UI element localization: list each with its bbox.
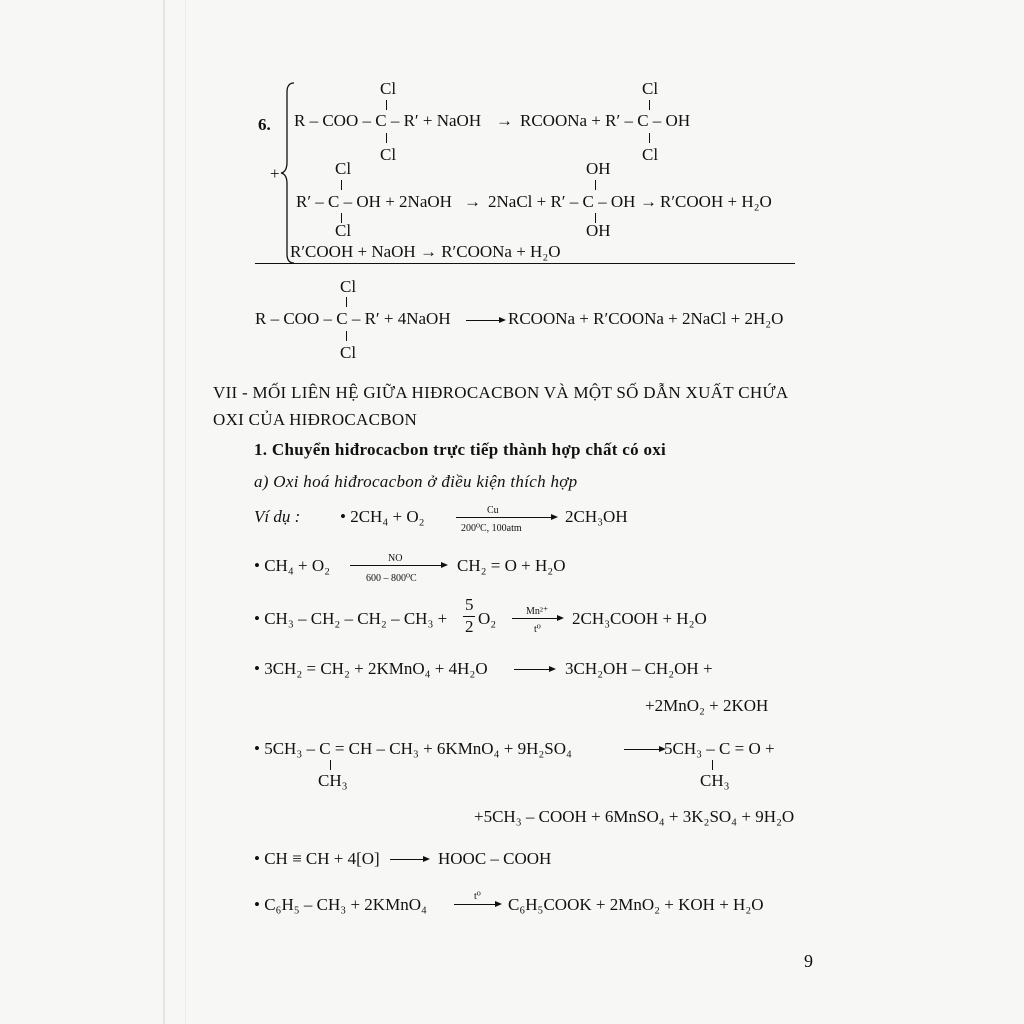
page-fold-shadow	[163, 0, 165, 1024]
sum-left: R – COO – C – R′ + 4NaOH	[255, 309, 451, 328]
r2-arrow	[350, 565, 446, 566]
r5-right: 5CH₃ – C = O +	[664, 739, 775, 758]
example-label: Ví dụ :	[254, 507, 301, 526]
r7-condition: t⁰	[474, 891, 481, 902]
eq1-bond-bottom	[386, 133, 387, 143]
r3-left: • CH₃ – CH₂ – CH₂ – CH₃ +	[254, 609, 448, 628]
eq2-right-bond-top	[595, 180, 596, 190]
eq1-arrow: →	[496, 111, 513, 130]
eq1-cl-top: Cl	[380, 79, 397, 98]
r5-right-bond	[712, 760, 713, 770]
eq1-right: RCOONa + R′ – C – OH	[520, 111, 691, 130]
r3-o2: O₂	[478, 609, 497, 628]
eq2-arrow2: →	[640, 192, 657, 211]
sum-cl-bottom: Cl	[340, 343, 357, 362]
r2-left: • CH₄ + O₂	[254, 556, 331, 575]
eq2-left: R′ – C – OH + 2NaOH	[296, 192, 452, 211]
eq1-right-cl-bottom: Cl	[642, 145, 659, 164]
eq2-arrow: →	[464, 192, 481, 211]
r1-condition: 200⁰C, 100atm	[461, 523, 522, 534]
r6-left: • CH ≡ CH + 4[O]	[254, 849, 380, 868]
r3-right: 2CH₃COOH + H₂O	[572, 609, 707, 628]
subsection-a: a) Oxi hoá hiđrocacbon ở điều kiện thích hợp	[254, 472, 578, 491]
subsection-title: 1. Chuyển hiđrocacbon trực tiếp thành hợp chất có oxi	[254, 440, 667, 459]
r4-continuation: +2MnO₂ + 2KOH	[645, 696, 769, 715]
r2-catalyst: NO	[388, 553, 403, 564]
sum-rule	[255, 263, 795, 264]
eq2-tail: R′COOH + H₂O	[660, 192, 772, 211]
sum-bond-top	[346, 297, 347, 307]
r4-left: • 3CH₂ = CH₂ + 2KMnO₄ + 4H₂O	[254, 659, 488, 678]
plus-sign: +	[270, 164, 280, 183]
curly-brace-icon	[280, 82, 296, 264]
r1-arrow	[456, 517, 556, 518]
eq1-right-bond-bottom	[649, 133, 650, 143]
r4-right: 3CH₂OH – CH₂OH +	[565, 659, 713, 678]
eq2-oh-bottom: OH	[586, 221, 611, 240]
r3-frac-num: 5	[465, 595, 474, 614]
eq2-oh-top: OH	[586, 159, 611, 178]
r5-left-ch3: CH₃	[318, 771, 348, 790]
eq1-bond-top	[386, 100, 387, 110]
r4-arrow	[514, 669, 554, 670]
eq1-cl-bottom: Cl	[380, 145, 397, 164]
r5-left: • 5CH₃ – C = CH – CH₃ + 6KMnO₄ + 9H₂SO₄	[254, 739, 572, 758]
sum-right: RCOONa + R′COONa + 2NaCl + 2H₂O	[508, 309, 784, 328]
r3-condition: t⁰	[534, 624, 541, 635]
r5-arrow	[624, 749, 664, 750]
r6-arrow	[390, 859, 428, 860]
eq1-right-bond-top	[649, 100, 650, 110]
eq2-right: 2NaCl + R′ – C – OH	[488, 192, 636, 211]
sum-cl-top: Cl	[340, 277, 357, 296]
r7-left: • C₆H₅ – CH₃ + 2KMnO₄	[254, 895, 427, 914]
eq2-cl-top: Cl	[335, 159, 352, 178]
item-number: 6.	[258, 115, 271, 134]
r1-right: 2CH₃OH	[565, 507, 628, 526]
eq1-left: R – COO – C – R′ + NaOH	[294, 111, 482, 130]
eq2-bond-top	[341, 180, 342, 190]
eq1-right-cl-top: Cl	[642, 79, 659, 98]
page-number: 9	[804, 951, 813, 971]
r2-condition: 600 – 800⁰C	[366, 573, 417, 584]
r5-right-ch3: CH₃	[700, 771, 730, 790]
section-title-line1: VII - MỐI LIÊN HỆ GIỮA HIĐROCACBON VÀ MỘT SỐ DẪN XUẤT CHỨA	[213, 383, 789, 402]
sum-arrow	[466, 320, 504, 321]
r5-left-bond	[330, 760, 331, 770]
r3-catalyst: Mn²⁺	[526, 606, 549, 617]
r1-catalyst: Cu	[487, 505, 499, 516]
page-fold-line	[185, 0, 186, 1024]
sum-bond-bottom	[346, 331, 347, 341]
r3-frac-den: 2	[465, 617, 474, 636]
r1-left: • 2CH₄ + O₂	[340, 507, 425, 526]
r7-right: C₆H₅COOK + 2MnO₂ + KOH + H₂O	[508, 895, 764, 914]
section-title-line2: OXI CỦA HIĐROCACBON	[213, 410, 418, 429]
eq2-cl-bottom: Cl	[335, 221, 352, 240]
r5-continuation: +5CH₃ – COOH + 6MnSO₄ + 3K₂SO₄ + 9H₂O	[474, 807, 795, 826]
eq3: R′COOH + NaOH → R′COONa + H₂O	[290, 242, 561, 261]
r3-arrow	[512, 618, 562, 619]
r7-arrow	[454, 904, 500, 905]
r6-right: HOOC – COOH	[438, 849, 552, 868]
r2-right: CH₂ = O + H₂O	[457, 556, 566, 575]
